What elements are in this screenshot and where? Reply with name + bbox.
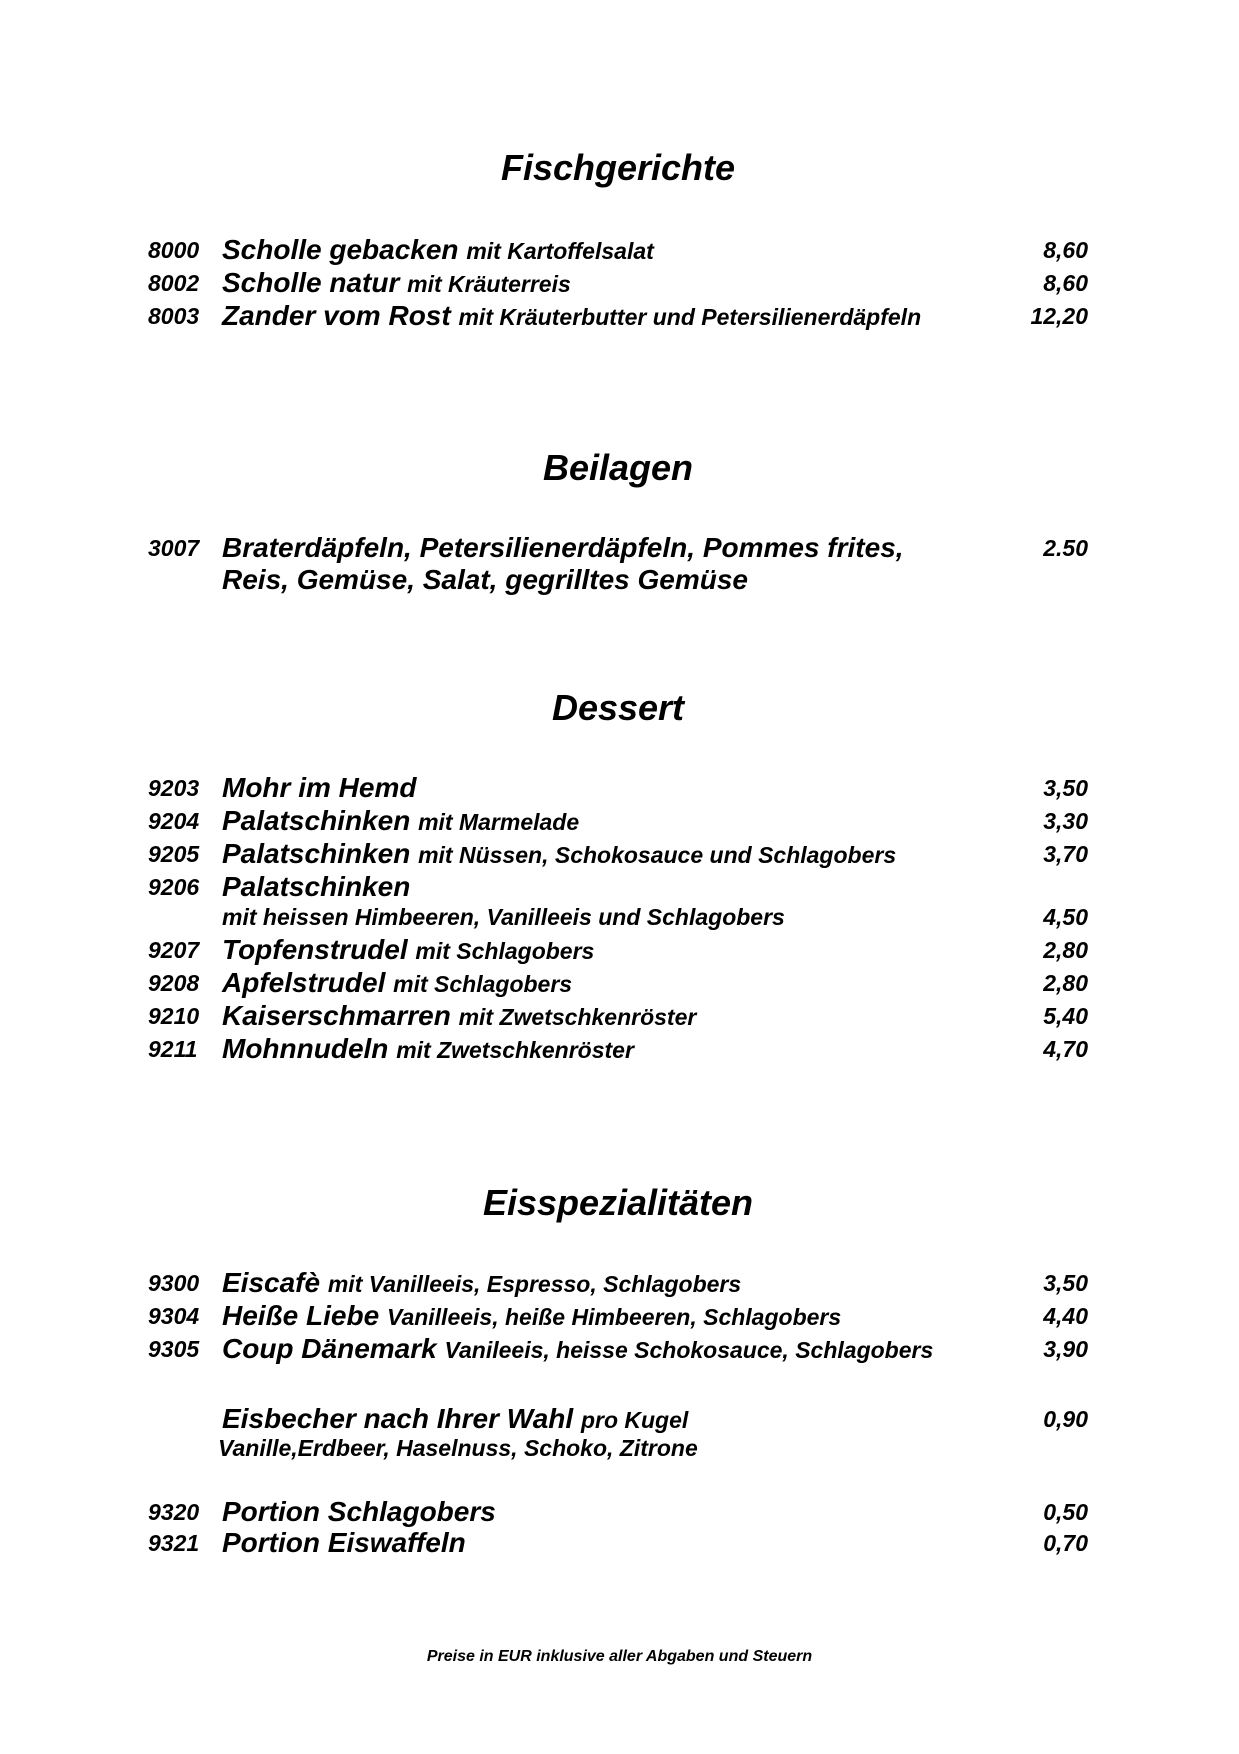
item-code: 9210 — [148, 1003, 200, 1029]
item-name: Heiße Liebe — [222, 1300, 380, 1331]
item-price: 2.50 — [1043, 535, 1088, 561]
menu-item — [148, 934, 1088, 966]
item-name-line — [222, 1333, 933, 1366]
item-name-line — [222, 838, 896, 871]
item-price: 0,50 — [1043, 1499, 1088, 1525]
item-price: 3,50 — [1043, 775, 1088, 801]
item-name: Palatschinken — [222, 871, 411, 902]
menu-item — [148, 1267, 1088, 1299]
item-price: 2,80 — [1043, 970, 1088, 996]
item-price: 3,50 — [1043, 1270, 1088, 1296]
item-price: 8,60 — [1043, 237, 1088, 263]
item-description: mit Zwetschkenröster — [458, 1004, 697, 1030]
item-name-line — [222, 267, 571, 300]
item-name-line — [222, 300, 921, 333]
item-price: 3,90 — [1043, 1336, 1088, 1362]
menu-item — [148, 1333, 1088, 1365]
item-code: 9304 — [148, 1303, 200, 1329]
item-description: Vanilleeis, heiße Himbeeren, Schlagobers — [386, 1304, 842, 1330]
item-name-line — [222, 1033, 634, 1066]
item-name-continued: Reis, Gemüse, Salat, gegrilltes Gemüse — [222, 564, 748, 595]
item-name: Scholle natur — [222, 267, 400, 298]
item-description: mit Nüssen, Schokosauce und Schlagobers — [418, 842, 897, 868]
item-description: mit Marmelade — [418, 809, 580, 835]
menu-item — [148, 532, 1088, 564]
item-price: 0,70 — [1043, 1530, 1088, 1556]
item-name: Mohr im Hemd — [222, 772, 417, 803]
item-price: 2,80 — [1043, 937, 1088, 963]
item-name-line — [222, 1267, 741, 1300]
menu-item — [148, 1527, 1088, 1559]
item-name: Eiscafè — [222, 1267, 321, 1298]
menu-item — [148, 1496, 1088, 1528]
item-code: 9204 — [148, 808, 200, 834]
item-price: 4,50 — [1043, 904, 1088, 930]
menu-item — [148, 967, 1088, 999]
item-code: 9205 — [148, 841, 200, 867]
item-price: 3,70 — [1043, 841, 1088, 867]
item-name: Mohnnudeln — [222, 1033, 389, 1064]
menu-item — [148, 838, 1088, 870]
item-description: Vanileeis, heisse Schokosauce, Schlagobers — [444, 1337, 934, 1363]
item-flavors: Vanille,Erdbeer, Haselnuss, Schoko, Zitrone — [218, 1435, 698, 1461]
menu-item — [148, 1000, 1088, 1032]
item-description: mit Schlagobers — [415, 938, 595, 964]
item-name-line — [222, 967, 572, 1000]
item-description: mit Vanilleeis, Espresso, Schlagobers — [327, 1271, 742, 1297]
menu-item — [148, 234, 1088, 266]
item-description: mit Kräuterreis — [407, 271, 571, 297]
item-name-line — [222, 934, 594, 967]
item-name: Zander vom Rost — [222, 300, 451, 331]
section-title: Eisspezialitäten — [482, 1182, 754, 1223]
item-name: Portion Eiswaffeln — [222, 1527, 466, 1558]
item-description: mit Schlagobers — [393, 971, 573, 997]
item-price: 8,60 — [1043, 270, 1088, 296]
menu-item — [148, 805, 1088, 837]
menu-item — [148, 1403, 1088, 1435]
item-description: mit heissen Himbeeren, Vanilleeis und Schlagobers — [222, 904, 785, 930]
item-price: 4,40 — [1043, 1303, 1088, 1329]
item-name: Coup Dänemark — [222, 1333, 437, 1364]
section-title: Beilagen — [542, 447, 694, 488]
item-code: 9206 — [148, 874, 200, 900]
item-name-line — [222, 1300, 841, 1333]
menu-item — [148, 871, 1088, 903]
section-title: Dessert — [551, 687, 685, 728]
item-code: 9300 — [148, 1270, 200, 1296]
item-price: 0,90 — [1043, 1406, 1088, 1432]
section-title: Fischgerichte — [500, 147, 736, 188]
item-name: Scholle gebacken — [222, 234, 459, 265]
item-price: 12,20 — [1030, 303, 1088, 329]
item-code: 8003 — [148, 303, 200, 329]
item-code: 9305 — [148, 1336, 200, 1362]
menu-item-continued — [148, 901, 1088, 933]
item-description: mit Zwetschkenröster — [396, 1037, 634, 1063]
item-name: Palatschinken — [222, 838, 411, 869]
item-description: mit Kräuterbutter und Petersilienerdäpfeln — [458, 304, 922, 330]
item-name: Kaiserschmarren — [222, 1000, 451, 1031]
item-price: 5,40 — [1043, 1003, 1088, 1029]
item-name: Palatschinken — [222, 805, 411, 836]
menu-item — [148, 300, 1088, 332]
item-code: 8000 — [148, 237, 200, 263]
item-name-line — [222, 805, 579, 838]
item-name-line — [222, 234, 654, 267]
item-description: mit Kartoffelsalat — [466, 238, 654, 264]
item-name: Portion Schlagobers — [222, 1496, 496, 1527]
item-name-line — [222, 1403, 688, 1436]
item-name: Eisbecher nach Ihrer Wahl — [222, 1403, 574, 1434]
item-price: 3,30 — [1043, 808, 1088, 834]
menu-item — [148, 1300, 1088, 1332]
price-footnote: Preise in EUR inklusive aller Abgaben und Steuern — [426, 1648, 813, 1665]
item-code: 9211 — [148, 1036, 198, 1062]
item-price: 4,70 — [1043, 1036, 1088, 1062]
item-name: Apfelstrudel — [222, 967, 386, 998]
item-description: pro Kugel — [580, 1407, 689, 1433]
item-code: 9207 — [148, 937, 200, 963]
item-name: Topfenstrudel — [222, 934, 408, 965]
item-code: 8002 — [148, 270, 200, 296]
menu-item — [148, 1033, 1088, 1065]
item-code: 9203 — [148, 775, 200, 801]
menu-item — [148, 772, 1088, 804]
item-name-line — [222, 1000, 696, 1033]
item-name: Braterdäpfeln, Petersilienerdäpfeln, Pommes frites, — [222, 532, 904, 563]
item-code: 9208 — [148, 970, 200, 996]
item-code: 9321 — [148, 1530, 200, 1556]
item-code: 9320 — [148, 1499, 200, 1525]
menu-item — [148, 267, 1088, 299]
item-code: 3007 — [148, 535, 200, 561]
